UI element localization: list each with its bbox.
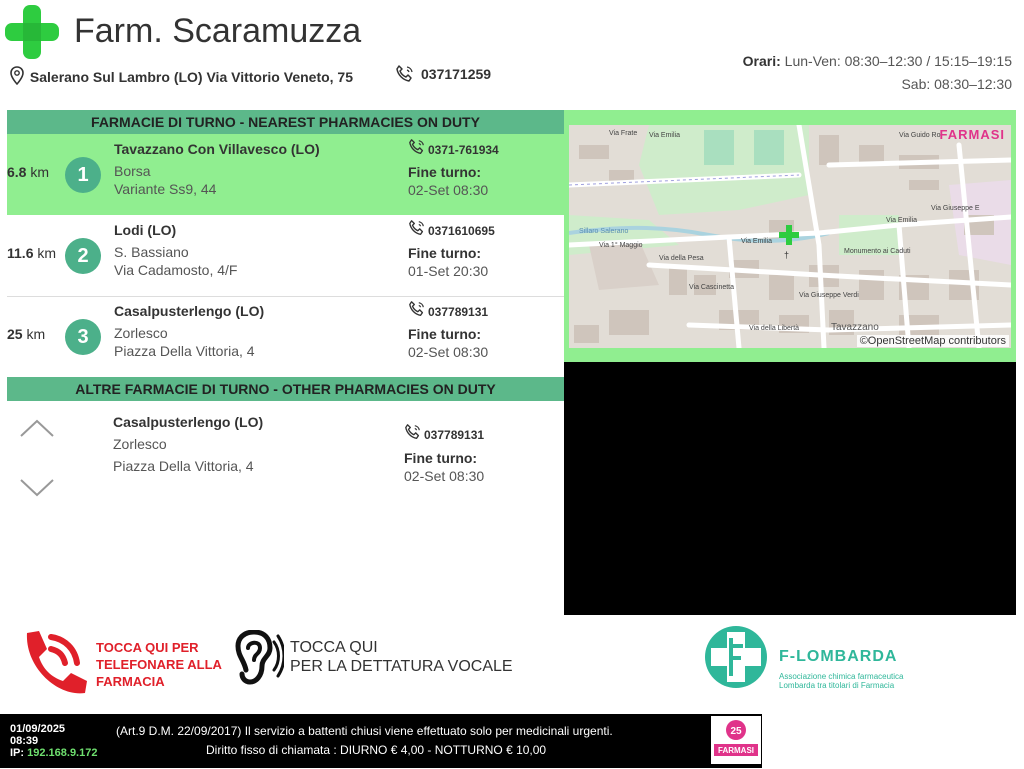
shift-end-label: Fine turno:	[408, 164, 482, 180]
ip-address: 192.168.9.172	[27, 747, 98, 759]
pharmacy-locality: Borsa	[114, 163, 151, 179]
map-label: Via Frate	[609, 130, 638, 137]
call-pharmacy-label: TOCCA QUI PER TELEFONARE ALLA FARMACIA	[96, 640, 222, 689]
pharmacy-locality: S. Bassiano	[114, 244, 189, 260]
svg-text:25: 25	[730, 726, 742, 737]
map-label: Monumento ai Caduti	[844, 248, 911, 255]
pharmacy-phone-number[interactable]: 037789131	[404, 423, 484, 442]
pharmacy-city: Casalpusterlengo (LO)	[113, 414, 264, 430]
map-label: Via 1° Maggio	[599, 242, 643, 249]
f-lombarda-subtitle: Associazione chimica farmaceutica Lombarda tra titolari di Farmacia	[779, 672, 904, 690]
map-label: Via Giuseppe Verdi	[799, 292, 859, 299]
farmasi-logo	[711, 716, 761, 764]
rank-badge: 2	[65, 238, 101, 274]
map-panel	[564, 110, 1016, 362]
current-date: 01/09/2025	[10, 723, 66, 735]
shift-end-label: Fine turno:	[404, 450, 478, 466]
shift-end-time: 02-Set 08:30	[408, 182, 489, 198]
svg-text:FARMASI: FARMASI	[718, 746, 754, 755]
pharmacy-city: Tavazzano Con Villavesco (LO)	[114, 141, 320, 157]
distance: 11.6 km	[7, 245, 57, 261]
phone-icon	[408, 138, 426, 156]
street-map[interactable]	[569, 125, 1011, 348]
call-pharmacy-button[interactable]	[14, 625, 222, 700]
pharmacy-city: Lodi (LO)	[114, 222, 177, 238]
pharmacy-street: Variante Ss9, 44	[114, 181, 217, 197]
pharmacy-locality: Zorlesco	[113, 436, 167, 452]
map-label: Via Giuseppe E	[931, 205, 980, 212]
shift-end-label: Fine turno:	[408, 326, 482, 342]
pharmacy-phone-number[interactable]: 037789131	[408, 300, 488, 319]
map-label: Via Emilia	[886, 217, 917, 224]
map-label: Tavazzano	[831, 322, 879, 333]
pharmacy-phone-number[interactable]: 0371-761934	[408, 138, 499, 157]
date-time-ip: 01/09/2025 08:39 IP: 192.168.9.172	[10, 723, 98, 759]
phone-icon	[395, 64, 415, 84]
pharmacy-city: Casalpusterlengo (LO)	[114, 303, 265, 319]
svg-text:†: †	[784, 250, 790, 260]
pharmacy-locality: Zorlesco	[114, 325, 168, 341]
video-panel	[564, 362, 1016, 615]
voice-dictation-label: TOCCA QUI PER LA DETTATURA VOCALE	[290, 639, 513, 675]
map-label: Via Guido Ro	[899, 132, 941, 139]
f-lombarda-emblem-icon	[703, 624, 769, 690]
pharmacy-row[interactable]	[7, 134, 564, 215]
map-canvas	[569, 125, 1011, 348]
pharmacy-street: Piazza Della Vittoria, 4	[114, 343, 255, 359]
opening-hours	[743, 50, 1012, 96]
distance: 6.8 km	[7, 164, 50, 180]
other-pharmacies-header: ALTRE FARMACIE DI TURNO - OTHER PHARMACIES ON DUTY	[7, 377, 564, 401]
ear-icon	[230, 630, 284, 686]
other-pharmacy-list	[7, 401, 564, 511]
map-label: Via Cascinetta	[689, 284, 735, 291]
map-label: Via Emilia	[649, 132, 680, 139]
pharmacy-name: Farm. Scaramuzza	[74, 12, 362, 50]
current-time: 08:39	[10, 735, 39, 747]
footer-bar	[0, 714, 762, 768]
pharmacy-street: Via Cadamosto, 4/F	[114, 262, 238, 278]
phone-text: 037171259	[421, 66, 492, 82]
map-attribution: ©OpenStreetMap contributors	[857, 335, 1009, 347]
hours-saturday: Sab: 08:30–12:30	[901, 76, 1012, 92]
pharmacy-street: Piazza Della Vittoria, 4	[113, 458, 254, 474]
rank-badge: 3	[65, 319, 101, 355]
distance: 25 km	[7, 326, 46, 342]
pharmacy-phone[interactable]	[395, 64, 491, 84]
phone-icon	[404, 423, 422, 441]
list-item[interactable]	[7, 401, 564, 511]
map-brand-logo: FARMASI	[939, 127, 1005, 142]
pharmacy-row[interactable]	[7, 215, 564, 297]
hours-weekdays: Lun-Ven: 08:30–12:30 / 15:15–19:15	[784, 53, 1012, 69]
rank-badge: 1	[65, 157, 101, 193]
map-label: Via della Libertà	[749, 325, 800, 332]
f-lombarda-name: F-LOMBARDA	[779, 648, 898, 665]
voice-dictation-button[interactable]	[228, 630, 528, 690]
f-lombarda-logo	[703, 624, 943, 694]
pharmacy-row[interactable]	[7, 296, 564, 378]
shift-end-label: Fine turno:	[408, 245, 482, 261]
phone-icon	[408, 300, 426, 318]
call-fee-note: Diritto fisso di chiamata : DIURNO € 4,00 - NOTTURNO € 10,00	[206, 743, 547, 757]
shift-end-time: 02-Set 08:30	[404, 468, 485, 484]
legal-note: (Art.9 D.M. 22/09/2017) Il servizio a battenti chiusi viene effettuato solo per medicinali urgenti.	[116, 724, 613, 738]
map-label: Via della Pesa	[659, 255, 704, 262]
pharmacy-cross-logo	[5, 5, 59, 59]
location-pin-icon	[8, 66, 26, 86]
map-label: Sillaro Salerano	[579, 228, 629, 235]
address-text: Salerano Sul Lambro (LO) Via Vittorio Veneto, 75	[29, 69, 354, 85]
map-label: Via Emilia	[741, 238, 772, 245]
shift-end-time: 01-Set 20:30	[408, 263, 489, 279]
shift-end-time: 02-Set 08:30	[408, 344, 489, 360]
phone-icon	[408, 219, 426, 237]
phone-call-icon	[17, 627, 92, 697]
pharmacy-phone-number[interactable]: 0371610695	[408, 219, 495, 238]
hours-label: Orari:	[742, 53, 781, 69]
pharmacy-address	[8, 66, 353, 86]
nearest-pharmacies-header: FARMACIE DI TURNO - NEAREST PHARMACIES ON DUTY	[7, 110, 564, 134]
